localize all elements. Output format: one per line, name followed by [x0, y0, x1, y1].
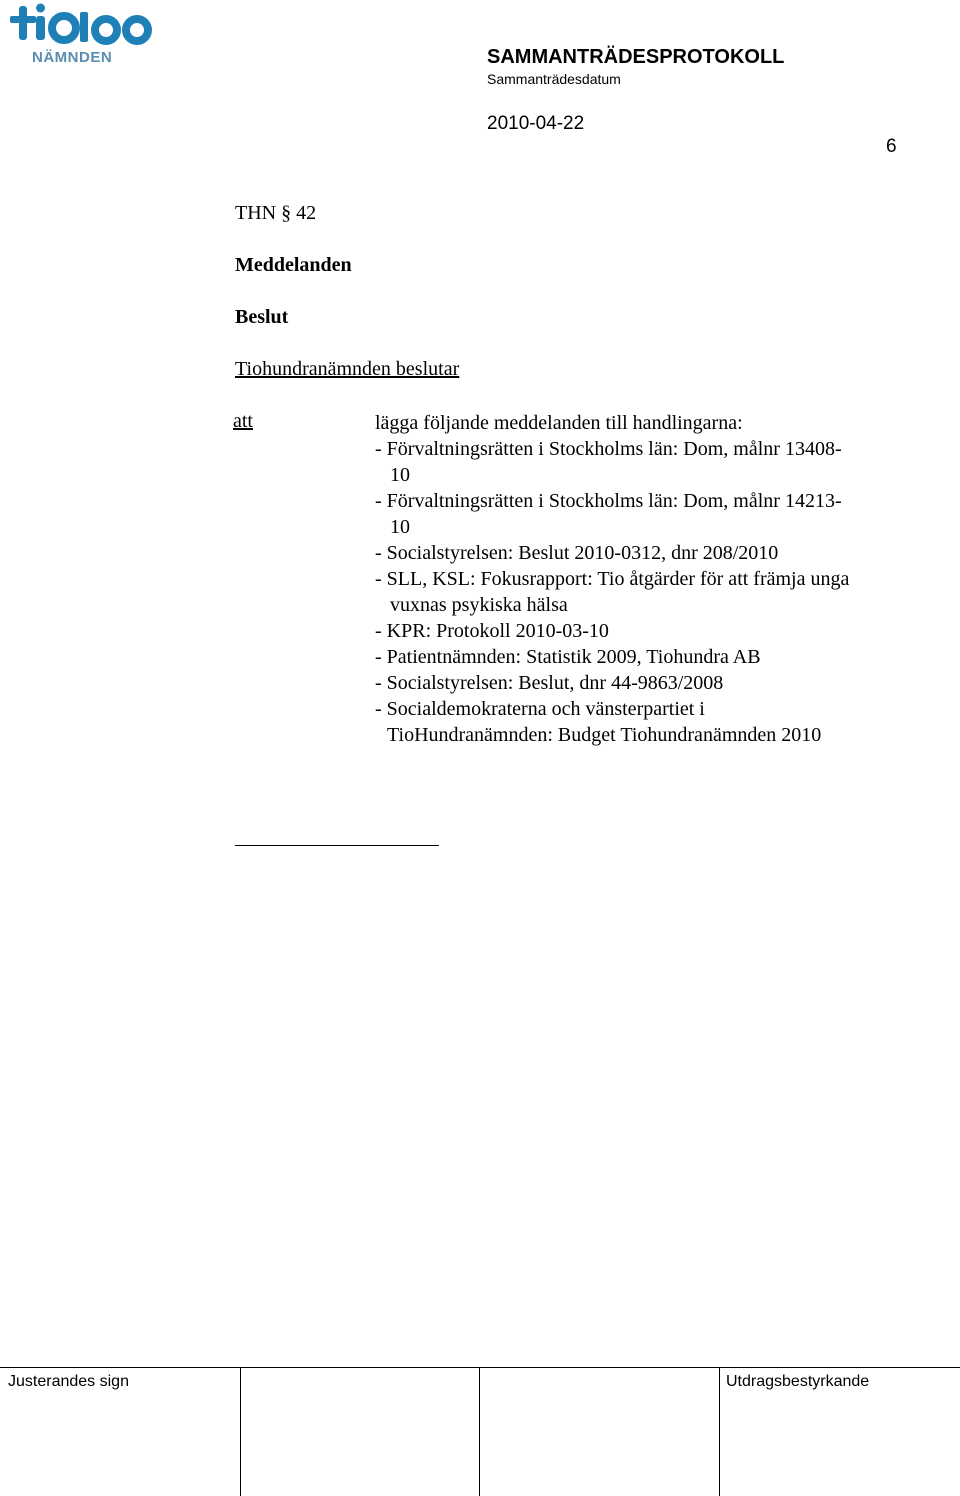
body-line: TioHundranämnden: Budget Tiohundranämnden 2010 — [387, 724, 822, 746]
body-line: - SLL, KSL: Fokusrapport: Tio åtgärder för att främja unga — [375, 568, 850, 590]
document-type: SAMMANTRÄDESPROTOKOLL — [487, 46, 785, 68]
footer-divider — [240, 1368, 241, 1496]
body-line: - Förvaltningsrätten i Stockholms län: Dom, målnr 14213- — [375, 490, 842, 512]
section-title: Meddelanden — [235, 254, 352, 276]
decision-intro: Tiohundranämnden beslutar — [235, 358, 460, 380]
justerandes-sign-label: Justerandes sign — [8, 1373, 129, 1390]
logo-subtitle: NÄMNDEN — [32, 49, 113, 66]
footer-divider — [479, 1368, 480, 1496]
body-line: - Patientnämnden: Statistik 2009, Tiohundra AB — [375, 646, 761, 668]
tio100-logo-mark — [6, 2, 166, 52]
page-number: 6 — [886, 136, 897, 157]
body-line: 10 — [390, 516, 410, 538]
utdragsbestyrkande-label: Utdragsbestyrkande — [726, 1373, 870, 1390]
meeting-date: 2010-04-22 — [487, 113, 585, 134]
body-line: - Socialdemokraterna och vänsterpartiet i — [375, 698, 705, 720]
decision-body — [375, 410, 945, 748]
body-line: 10 — [390, 464, 410, 486]
body-line: - Socialstyrelsen: Beslut 2010-0312, dnr 208/2010 — [375, 542, 779, 564]
footer-divider — [719, 1368, 720, 1496]
body-line: vuxnas psykiska hälsa — [390, 594, 568, 616]
body-line: - Socialstyrelsen: Beslut, dnr 44-9863/2008 — [375, 672, 724, 694]
signature-line — [235, 845, 439, 846]
body-line: lägga följande meddelanden till handlingarna: — [375, 412, 743, 434]
footer-signature-table — [0, 1367, 960, 1496]
case-number: THN § 42 — [235, 202, 317, 224]
decision-heading: Beslut — [235, 306, 289, 328]
body-line: - KPR: Protokoll 2010-03-10 — [375, 620, 609, 642]
body-line: - Förvaltningsrätten i Stockholms län: Dom, målnr 13408- — [375, 438, 842, 460]
date-label: Sammanträdesdatum — [487, 71, 621, 87]
att-label: att — [233, 410, 253, 432]
